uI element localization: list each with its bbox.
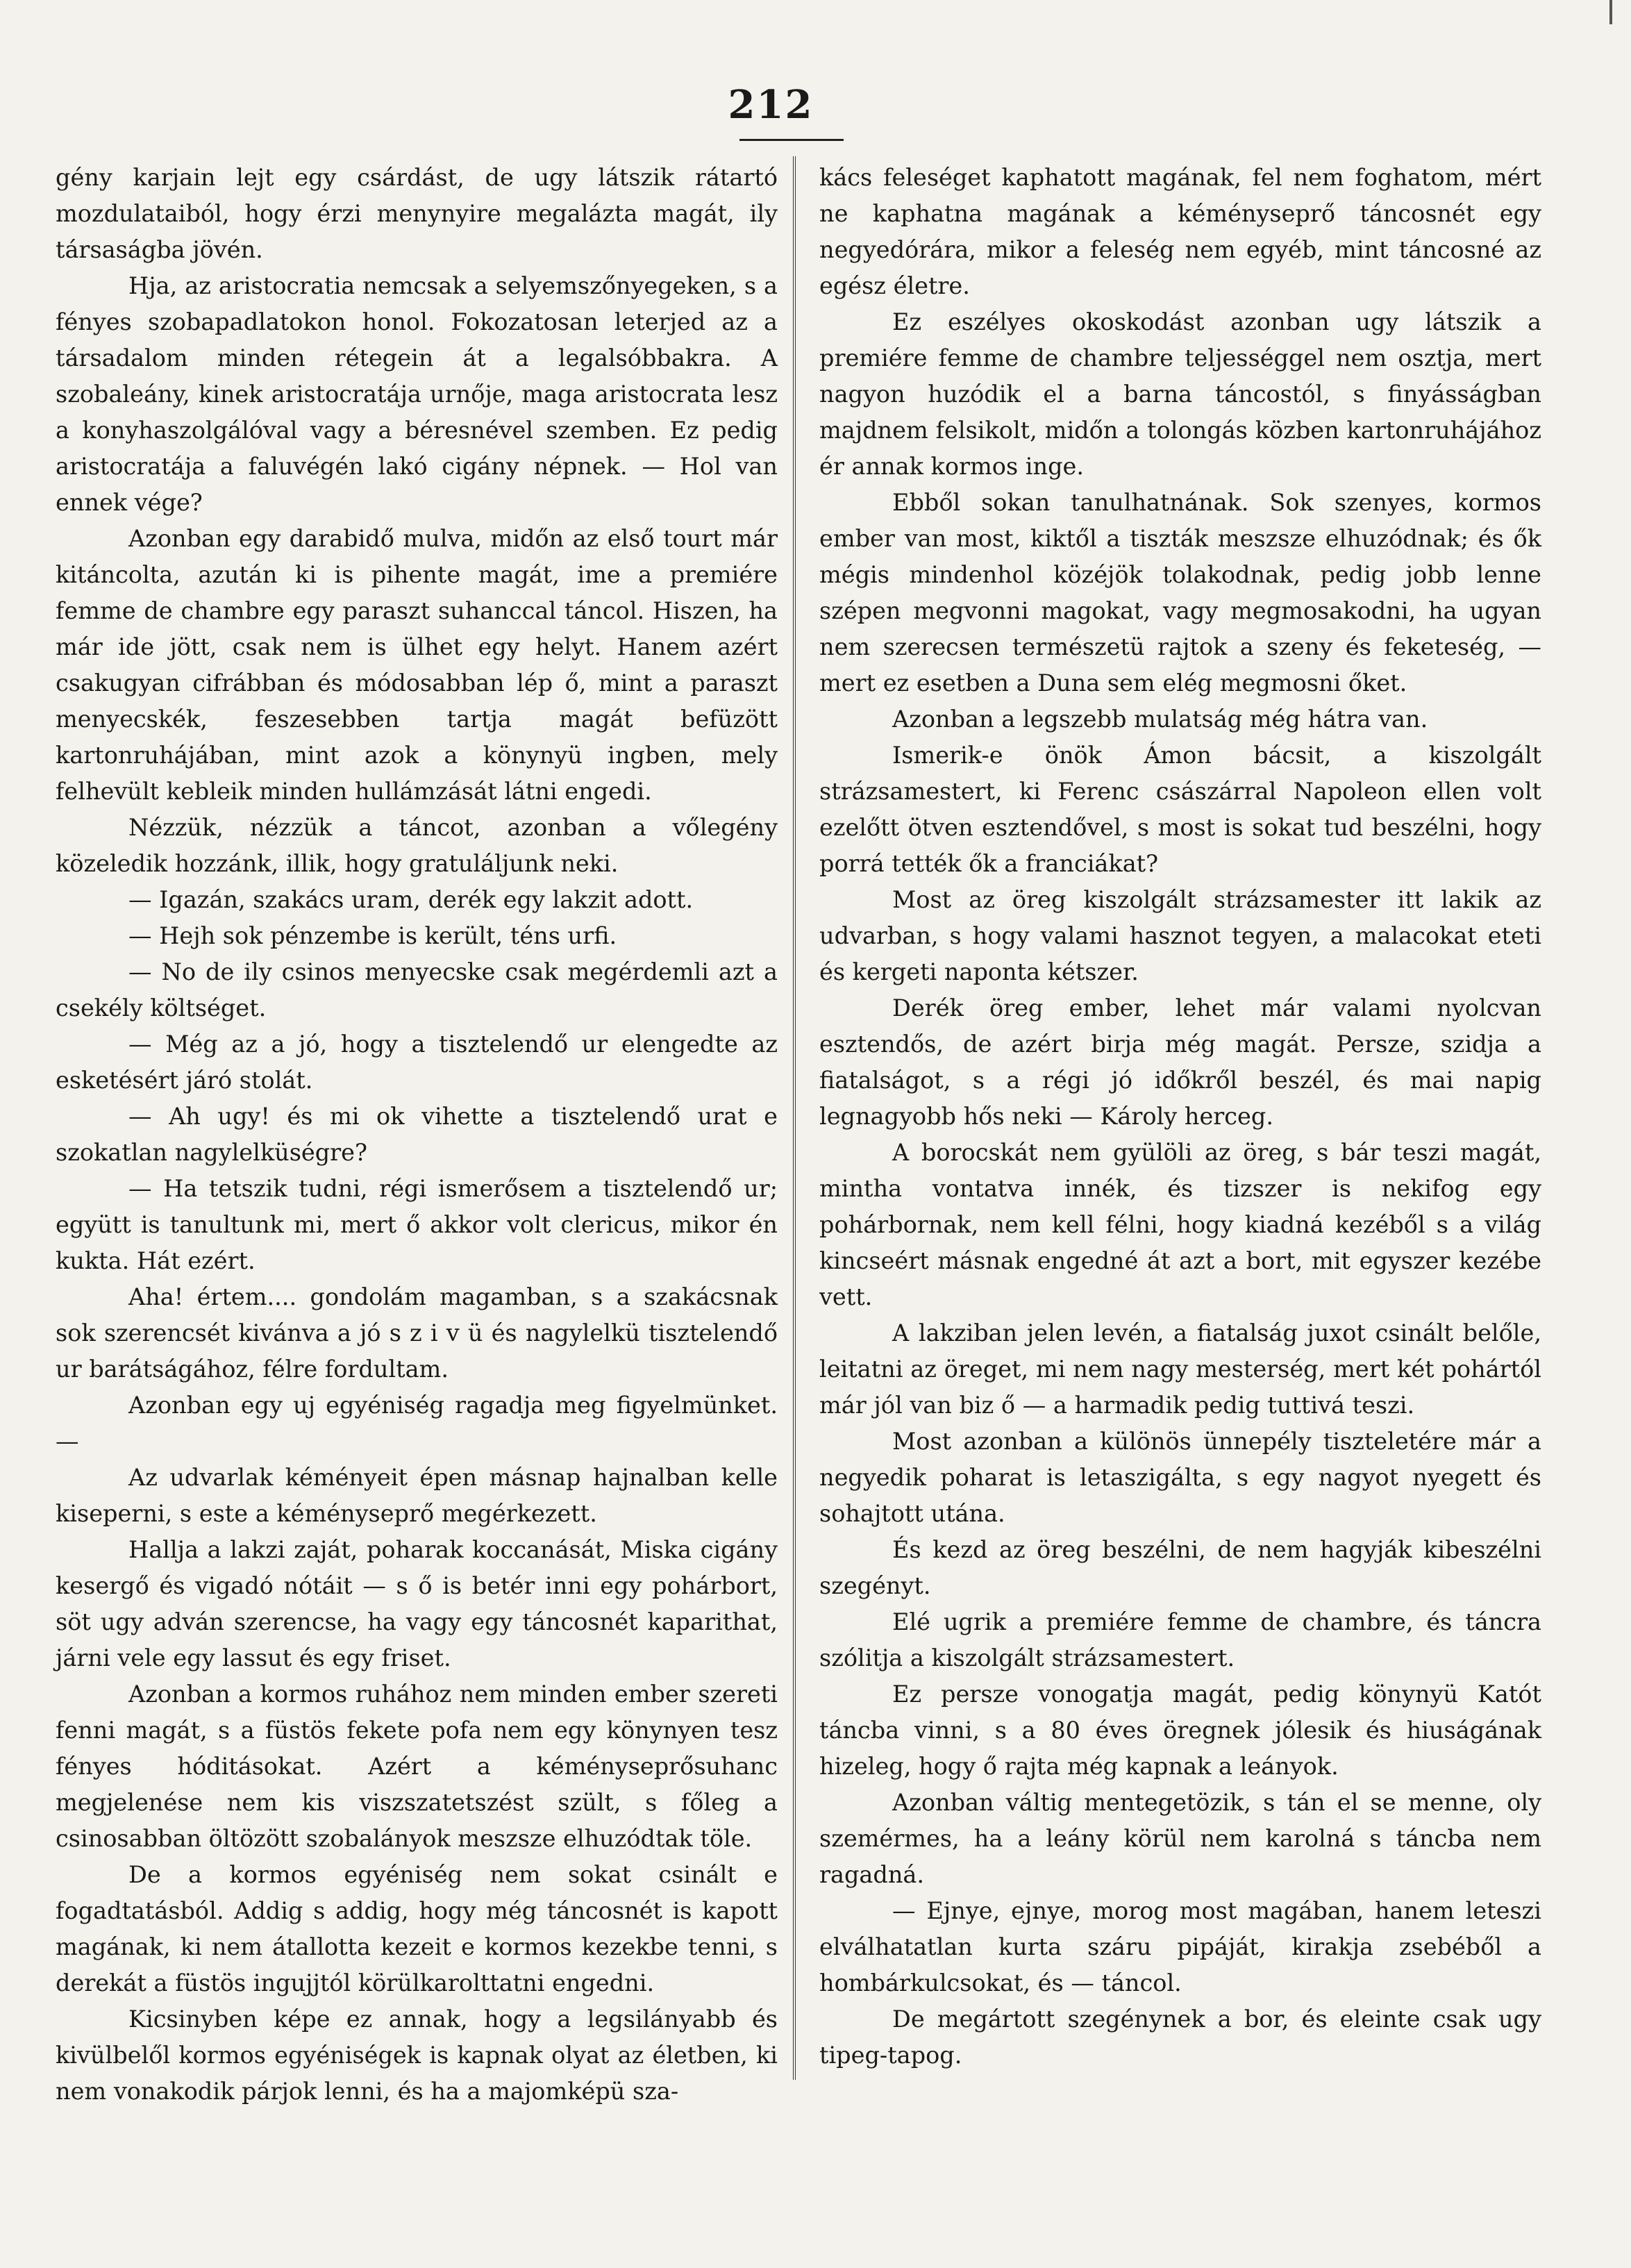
paragraph: Ez persze vonogatja magát, pedig könynyü Katót táncba vinni, s a 80 éves öregnek jólesik és hiuságának hizeleg, hogy ő rajta még kapnak a leányok. xyxy=(819,1681,1541,1780)
paragraph: Elé ugrik a premiére femme de chambre, és táncra szólitja a kiszolgált strázsamestert. xyxy=(819,1608,1541,1671)
right-column xyxy=(819,160,1541,2074)
paragraph: Az udvarlak kéményeit épen másnap hajnalban kelle kiseperni, s este a kéményseprő megérkezett. xyxy=(56,1464,778,1527)
paragraph: Azonban egy uj egyéniség ragadja meg figyelmünket. — xyxy=(56,1392,778,1455)
dialogue-line: — Igazán, szakács uram, derék egy lakzit adott. xyxy=(128,886,694,913)
paragraph: Ez eszélyes okoskodást azonban ugy látszik a premiére femme de chambre teljességgel nem osztja, mert nagyon huzódik el a barna táncostól, s finyásságban majdnem felsikolt, midőn a tolongás közben kartonruhájához ér annak kormos inge. xyxy=(819,308,1541,480)
page-edge-mark xyxy=(1609,0,1612,24)
left-column xyxy=(56,160,778,2110)
paragraph: A lakziban jelen levén, a fiatalság juxot csinált belőle, leitatni az öreget, mi nem nagy mesterség, mert két pohártól már jól van biz ő — a harmadik pedig tuttivá teszi. xyxy=(819,1319,1541,1419)
paragraph: De a kormos egyéniség nem sokat csinált e fogadtatásból. Addig s addig, hogy még táncosnét is kapott magának, ki nem átallotta kezeit e kormos kezekbe tenni, s derekát a füstös ingujjtól körülkarolttatni engedni. xyxy=(56,1861,778,1996)
page-number: 212 xyxy=(728,82,814,128)
paragraph: gény karjain lejt egy csárdást, de ugy látszik rátartó mozdulataiból, hogy érzi menynyire megalázta magát, ily társaságba jövén. xyxy=(56,164,778,263)
dialogue-line: — Ah ugy! és mi ok vihette a tisztelendő urat e szokatlan nagylelküségre? xyxy=(56,1103,778,1166)
paragraph: És kezd az öreg beszélni, de nem hagyják kibeszélni szegényt. xyxy=(819,1536,1541,1599)
paragraph: Aha! értem.... gondolám magamban, s a szakácsnak sok szerencsét kivánva a jó s z i v ü és nagylelkü tisztelendő ur barátságához, félre fordultam. xyxy=(56,1283,778,1383)
paragraph: Hja, az aristocratia nemcsak a selyemszőnyegeken, s a fényes szobapadlatokon honol. Fokozatosan leterjed az a társadalom minden rétegein át a legalsóbbakra. A szobaleány, kinek aristocratája urnője, maga aristocrata lesz a konyhaszolgálóval vagy a béresnével szemben. Ez pedig aristocratája a faluvégén lakó cigány népnek. — Hol van ennek vége? xyxy=(56,272,778,516)
header-rule xyxy=(739,139,844,141)
dialogue-line: — Még az a jó, hogy a tisztelendő ur elengedte az esketésért járó stolát. xyxy=(56,1031,778,1094)
paragraph: Derék öreg ember, lehet már valami nyolcvan esztendős, de azért birja még magát. Persze, szidja a fiatalságot, s a régi jó időkről beszél, és mai napig legnagyobb hős neki — Károly herceg. xyxy=(819,994,1541,1130)
dialogue-line: — Hejh sok pénzembe is került, téns urfi. xyxy=(128,922,617,949)
column-divider xyxy=(793,156,798,2080)
dialogue-line: — Ejnye, ejnye, morog most magában, hanem leteszi elválhatatlan kurta száru pipáját, kirakja zsebéből a hombárkulcsokat, és — táncol. xyxy=(819,1897,1541,1996)
paragraph: Azonban váltig mentegetözik, s tán el se menne, oly szemérmes, ha a leány körül nem karolná s táncba nem ragadná. xyxy=(819,1789,1541,1888)
paragraph: Nézzük, nézzük a táncot, azonban a vőlegény közeledik hozzánk, illik, hogy gratuláljunk neki. xyxy=(56,814,778,877)
paragraph: Hallja a lakzi zaját, poharak koccanását, Miska cigány kesergő és vigadó nótáit — s ő is betér inni egy pohárbort, söt ugy adván szerencse, ha vagy egy táncosnét kaparithat, járni vele egy lassut és egy friset. xyxy=(56,1536,778,1671)
paragraph: Ismerik-e önök Ámon bácsit, a kiszolgált strázsamestert, ki Ferenc császárral Napoleon ellen volt ezelőtt ötven esztendővel, s most is sokat tud beszélni, hogy porrá tették ők a franciákat? xyxy=(819,742,1541,877)
paragraph: A borocskát nem gyülöli az öreg, s bár teszi magát, mintha vontatva innék, és tizszer is nekifog egy pohárbornak, nem kell félni, hogy kiadná kezéből s a világ kincseért másnak engedné át azt a bort, mit egyszer kezébe vett. xyxy=(819,1139,1541,1310)
paragraph: Azonban a legszebb mulatság még hátra van. xyxy=(892,706,1428,733)
paragraph: kács feleséget kaphatott magának, fel nem foghatom, mért ne kaphatna magának a kéményseprő táncosnét egy negyedórára, mikor a feleség nem egyéb, mint táncosné az egész életre. xyxy=(819,164,1541,299)
dialogue-line: — No de ily csinos menyecske csak megérdemli azt a csekély költséget. xyxy=(56,958,778,1022)
dialogue-line: — Ha tetszik tudni, régi ismerősem a tisztelendő ur; együtt is tanultunk mi, mert ő akkor volt clericus, mikor én kukta. Hát ezért. xyxy=(56,1175,778,1274)
paragraph: Azonban a kormos ruhához nem minden ember szereti fenni magát, s a füstös fekete pofa nem egy könynyen tesz fényes hóditásokat. Azért a kéményseprősuhanc megjelenése nem kis viszszatetszést szült, s főleg a csinosabban öltözött szobalányok meszsze elhuzódtak töle. xyxy=(56,1681,778,1852)
paragraph: Most azonban a különös ünnepély tiszteletére már a negyedik poharat is letaszigálta, s egy nagyot nyegett és sohajtott utána. xyxy=(819,1428,1541,1527)
paragraph: Ebből sokan tanulhatnának. Sok szenyes, kormos ember van most, kiktől a tiszták meszsze elhuzódnak; és ők mégis mindenhol közéjök tolakodnak, pedig jobb lenne szépen megvonni magokat, vagy megmosakodni, ha ugyan nem szerecsen természetü rajtok a szeny és feketeség, — mert ez esetben a Duna sem elég megmosni őket. xyxy=(819,489,1541,697)
paragraph: Most az öreg kiszolgált strázsamester itt lakik az udvarban, s hogy valami hasznot tegyen, a malacokat eteti és kergeti naponta kétszer. xyxy=(819,886,1541,985)
paragraph: Kicsinyben képe ez annak, hogy a legsilányabb és kivülbelől kormos egyéniségek is kapnak olyat az életben, ki nem vonakodik párjok lenni, és ha a majomképü sza- xyxy=(56,2006,778,2105)
paragraph: Azonban egy darabidő mulva, midőn az első tourt már kitáncolta, azután ki is pihente magát, ime a premiére femme de chambre egy paraszt suhanccal táncol. Hiszen, ha már ide jött, csak nem is ülhet egy helyt. Hanem azért csakugyan cifrábban és módosabban lép ő, mint a paraszt menyecskék, feszesebben tartja magát befüzött kartonruhájában, mint azok a könynyü ingben, mely felhevült kebleik minden hullámzását látni engedi. xyxy=(56,525,778,805)
paragraph: De megártott szegénynek a bor, és eleinte csak ugy tipeg-tapog. xyxy=(819,2006,1541,2069)
